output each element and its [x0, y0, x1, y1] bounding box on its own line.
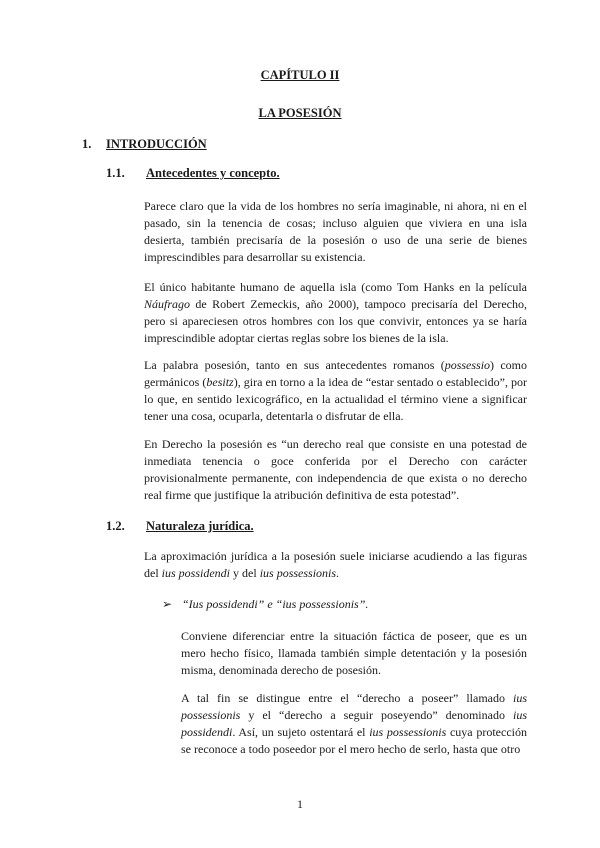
- paragraph-3: [144, 357, 527, 425]
- subsection-heading-1-1: [106, 166, 280, 181]
- latin-term: possessio: [444, 358, 491, 372]
- latin-term: ius possessionis: [181, 691, 527, 722]
- subsection-title: Antecedentes y concepto.: [146, 166, 280, 180]
- text-run: . Así, un sujeto ostentará el: [232, 725, 370, 739]
- paragraph-1: Parece claro que la vida de los hombres no sería imaginable, ni ahora, ni en el pasado, sin la tenencia de cosas; incluso alguien que viviera en una isla desierta, también precisaría de la posesión o uso de una serie de bienes imprescindibles para desarrollar su existencia.: [144, 199, 527, 264]
- subsection-heading-1-2: [106, 519, 254, 534]
- german-term: besitz: [206, 375, 234, 389]
- paragraph-4: En Derecho la posesión es “un derecho real que consiste en una potestad de inmediata tenencia o goce conferida por el Derecho con carácter provisionalmente permanente, con independencia de que exista o no derecho real firme que justifique la atribución definitiva de esta potestad”.: [144, 437, 527, 502]
- latin-term: ius possidendi: [161, 566, 231, 580]
- latin-term: ius possessionis: [369, 725, 447, 739]
- text-run: ), gira en torno a la idea de “estar sentado o establecido”, por lo que, en sentido lexicográfico, en la actualidad el término viene a significar tener una cosa, ocuparla, detentarla o disfrutar de ella.: [144, 375, 527, 423]
- page-number: 1: [297, 797, 303, 811]
- latin-term: ius possidendi: [181, 708, 527, 739]
- bullet-item: [162, 597, 368, 612]
- film-title: Náufrago: [144, 297, 191, 311]
- text-run: cuya protección se reconoce a todo poseedor por el mero hecho de serlo, hasta que otro: [181, 725, 527, 756]
- text-run: La aproximación jurídica a la posesión suele iniciarse acudiendo a las figuras del: [144, 549, 527, 580]
- chapter-title: LA POSESIÓN: [258, 106, 342, 120]
- text-run: A tal fin se distingue entre el “derecho a poseer” llamado: [181, 691, 513, 705]
- subsection-title: Naturaleza jurídica.: [146, 519, 254, 533]
- chapter-heading: CAPÍTULO II: [260, 68, 340, 82]
- text-run: ) como germánicos (: [144, 358, 527, 389]
- text-run: .: [336, 566, 340, 580]
- text-run: de Robert Zemeckis, año 2000), tampoco precisaría del Derecho, pero si apareciesen otros hombres con los que convivir, entonces ya se haría imprescindible adoptar ciertas reglas sobre los bienes de la isla.: [144, 297, 527, 345]
- paragraph-2: [144, 279, 527, 347]
- text-run: y del: [230, 566, 260, 580]
- text-run: El único habitante humano de aquella isla (como Tom Hanks en la película: [144, 280, 527, 294]
- text-run: La palabra posesión, tanto en sus antecedentes romanos (: [144, 358, 445, 372]
- text-run: y el “derecho a seguir poseyendo” denominado: [240, 708, 513, 722]
- subsection-number: 1.2.: [106, 519, 125, 533]
- arrow-bullet-icon: ➢: [162, 597, 173, 611]
- section-number: 1.: [82, 137, 92, 151]
- section-title: INTRODUCCIÓN: [106, 137, 207, 151]
- subsection-number: 1.1.: [106, 166, 125, 180]
- paragraph-6: Conviene diferenciar entre la situación fáctica de poseer, que es un mero hecho físico, llamada también simple detentación y la posesión misma, denominada derecho de posesión.: [181, 629, 527, 677]
- paragraph-5: [144, 548, 527, 582]
- section-heading-1: [82, 137, 207, 152]
- latin-term: ius possessionis: [259, 566, 337, 580]
- paragraph-7: [181, 690, 527, 758]
- bullet-text: “Ius possidendi” e “ius possessionis”.: [182, 597, 369, 611]
